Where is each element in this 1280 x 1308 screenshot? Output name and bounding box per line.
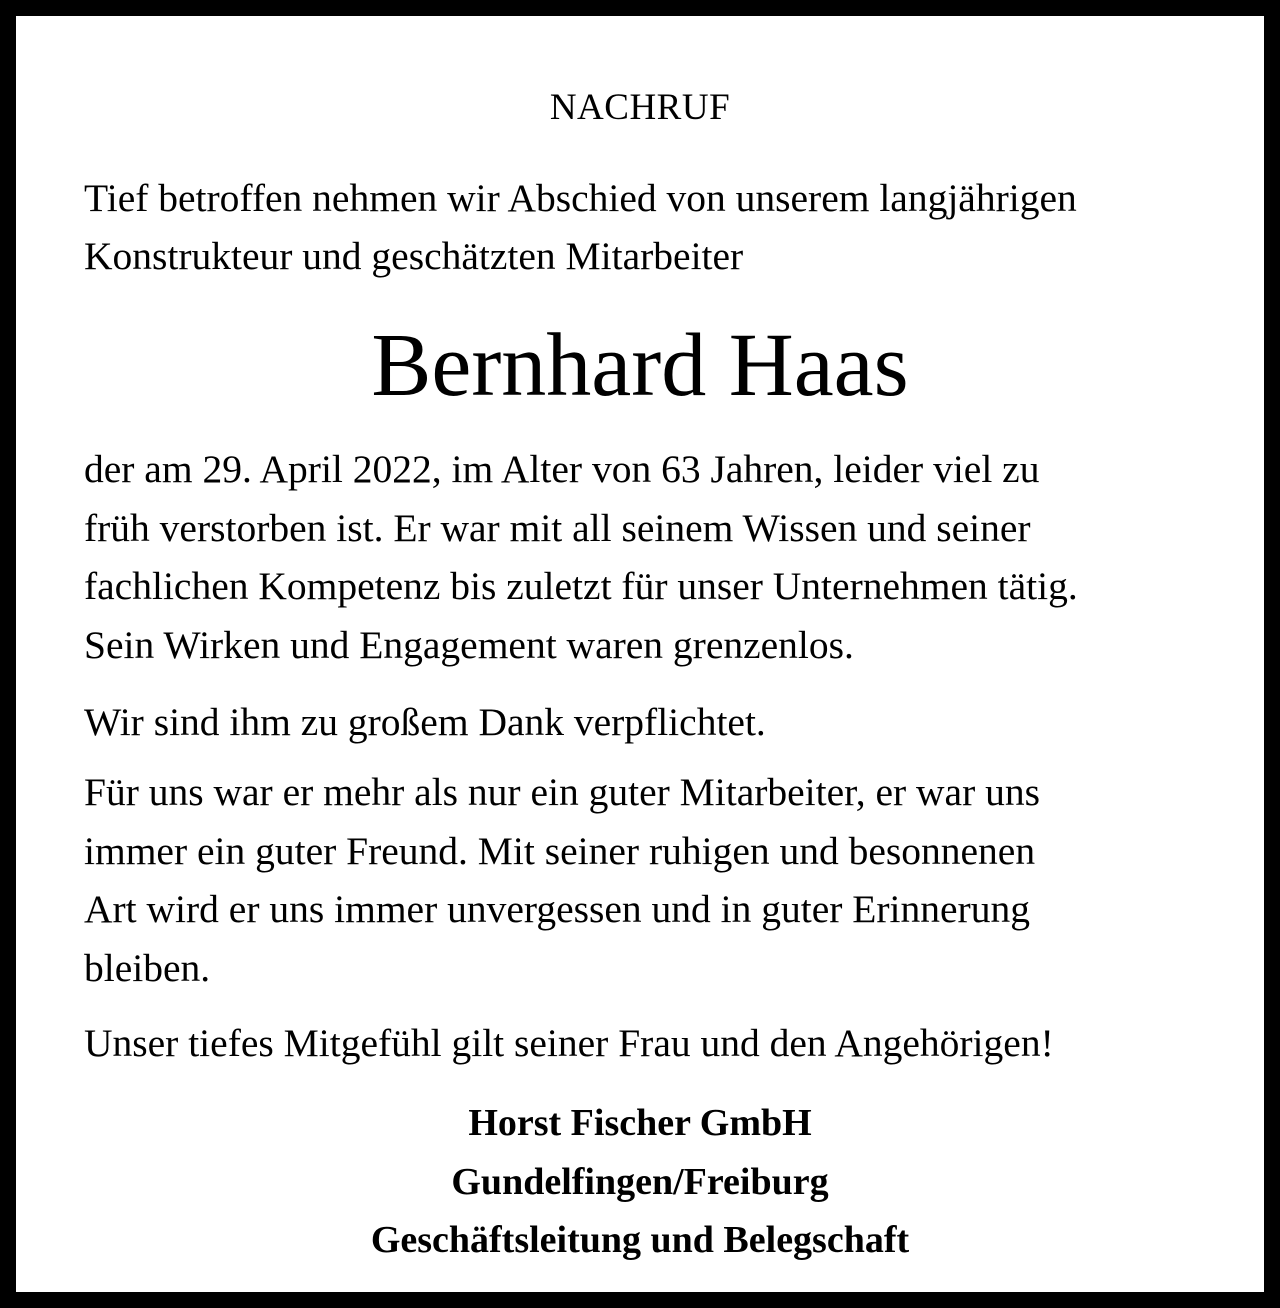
notice-heading: NACHRUF bbox=[549, 87, 731, 128]
paragraph-tribute bbox=[84, 763, 1244, 997]
paragraph-line: Sein Wirken und Engagement waren grenzenlos. bbox=[84, 622, 854, 667]
signature-location: Gundelfingen/Freiburg bbox=[451, 1160, 829, 1203]
signature-block bbox=[16, 1094, 1264, 1270]
paragraph-line: Wir sind ihm zu großem Dank verpflichtet. bbox=[84, 700, 766, 744]
paragraph-line: Art wird er uns immer unvergessen und in guter Erinnerung bbox=[84, 887, 1030, 931]
deceased-name: Bernhard Haas bbox=[371, 316, 909, 415]
paragraph-line: Für uns war er mehr als nur ein guter Mitarbeiter, er war uns bbox=[84, 770, 1040, 814]
paragraph-death-notice bbox=[84, 440, 1244, 674]
paragraph-line: früh verstorben ist. Er war mit all seinem Wissen und seiner bbox=[84, 505, 1031, 550]
intro-line: Tief betroffen nehmen wir Abschied von unserem langjährigen bbox=[84, 176, 1077, 220]
paragraph-line: Unser tiefes Mitgefühl gilt seiner Frau und den Angehörigen! bbox=[84, 1021, 1054, 1065]
signature-sender: Geschäftsleitung und Belegschaft bbox=[370, 1219, 910, 1261]
intro-line: Konstrukteur und geschätzten Mitarbeiter bbox=[84, 234, 744, 278]
paragraph-condolences bbox=[84, 1014, 1244, 1073]
paragraph-gratitude bbox=[84, 693, 1244, 752]
paragraph-line: der am 29. April 2022, im Alter von 63 Jahren, leider viel zu bbox=[84, 447, 1040, 491]
paragraph-line: fachlichen Kompetenz bis zuletzt für unser Unternehmen tätig. bbox=[84, 564, 1078, 608]
paragraph-line: immer ein guter Freund. Mit seiner ruhigen und besonnenen bbox=[84, 828, 1036, 873]
intro-text bbox=[84, 169, 1244, 285]
paragraph-line: bleiben. bbox=[84, 945, 211, 990]
signature-company: Horst Fischer GmbH bbox=[468, 1102, 812, 1144]
